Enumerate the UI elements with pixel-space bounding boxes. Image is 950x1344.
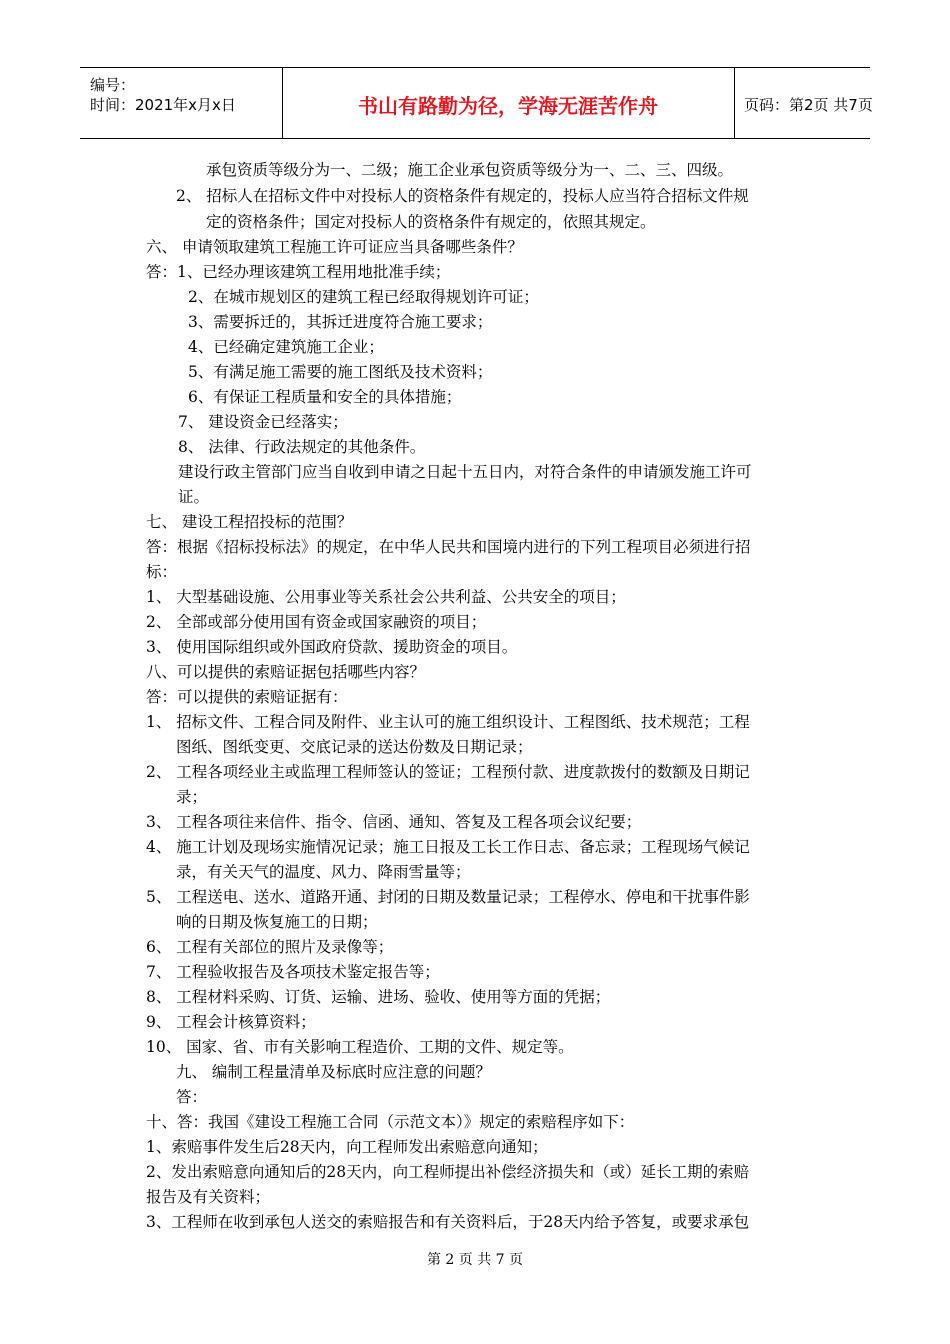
list-item: 5、有满足施工需要的施工图纸及技术资料； [188,363,493,381]
list-item: 4、已经确定建筑施工企业； [188,338,384,356]
list-item: 5、 工程送电、送水、道路开通、封闭的日期及数量记录；工程停水、停电和干扰事件影 [146,888,750,906]
body-line: 答：1、已经办理该建筑工程用地批准手续； [146,263,451,281]
list-item: 3、工程师在收到承包人送交的索赔报告和有关资料后，于28天内给予答复，或要求承包 [146,1213,750,1231]
document-date: 时间：2021年x月x日 [90,96,236,114]
list-item: 1、索赔事件发生后28天内，向工程师发出索赔意向通知； [146,1138,548,1156]
page-header [80,67,873,139]
list-item: 3、需要拆迁的，其拆迁进度符合施工要求； [188,313,493,331]
list-item: 响的日期及恢复施工的日期； [176,913,378,931]
section-heading: 十、答：我国《建设工程施工合同（示范文本）》规定的索赔程序如下： [146,1113,635,1131]
list-item: 6、 工程有关部位的照片及录像等； [146,938,394,956]
header-meta-cell [80,68,283,138]
body-line: 建设行政主管部门应当自收到申请之日起十五日内，对符合条件的申请颁发施工许可 [178,463,752,481]
list-item: 6、有保证工程质量和安全的具体措施； [188,388,462,406]
body-line: 承包资质等级分为一、二级；施工企业承包资质等级分为一、二、三、四级。 [206,161,734,179]
header-page-number: 页码：第2页 共7页 [744,96,873,114]
list-item: 7、 工程验收报告及各项技术鉴定报告等； [146,963,440,981]
list-item: 录，有关天气的温度、风力、降雨雪量等； [176,863,471,881]
body-line: 答： [176,1088,208,1106]
list-item: 3、 使用国际组织或外国政府贷款、援助资金的项目。 [146,638,518,656]
page-footer: 第 2 页 共 7 页 [426,1252,524,1268]
list-item: 8、 法律、行政法规定的其他条件。 [178,438,426,456]
body-line: 答：可以提供的索赔证据有： [146,688,348,706]
section-heading: 七、 建设工程招投标的范围？ [146,513,353,531]
body-line: 报告及有关资料； [146,1188,271,1206]
list-item: 2、发出索赔意向通知后的28天内，向工程师提出补偿经济损失和（或）延长工期的索赔 [146,1163,750,1181]
list-item: 8、 工程材料采购、订货、运输、进场、验收、使用等方面的凭据； [146,988,611,1006]
list-item: 图纸、图纸变更、交底记录的送达份数及日期记录； [176,738,533,756]
section-heading: 九、 编制工程量清单及标底时应注意的问题？ [176,1063,491,1081]
list-item: 1、 招标文件、工程合同及附件、业主认可的施工组织设计、工程图纸、技术规范；工程 [146,713,750,731]
section-heading: 八、可以提供的索赔证据包括哪些内容？ [146,663,426,681]
list-item: 录； [176,788,208,806]
header-motto: 书山有路勤为径，学海无涯苦作舟 [358,94,658,118]
list-item: 2、 全部或部分使用国有资金或国家融资的项目； [146,613,487,631]
body-line: 标： [146,563,178,581]
list-item: 9、 工程会计核算资料； [146,1013,316,1031]
list-item: 2、在城市规划区的建筑工程已经取得规划许可证； [188,288,539,306]
list-item: 3、 工程各项往来信件、指令、信函、通知、答复及工程各项会议纪要； [146,813,642,831]
section-heading: 六、 申请领取建筑工程施工许可证应当具备哪些条件？ [146,238,523,256]
list-item: 10、 国家、省、市有关影响工程造价、工期的文件、规定等。 [146,1038,574,1056]
header-page-cell [734,68,873,138]
list-item: 7、 建设资金已经落实； [178,413,348,431]
list-item: 4、 施工计划及现场实施情况记录；施工日报及工长工作日志、备忘录；工程现场气候记 [146,838,750,856]
list-item: 2、 工程各项经业主或监理工程师签认的签证；工程预付款、进度款拨付的数额及日期记 [146,763,750,781]
document-number-label: 编号： [90,76,136,94]
body-line: 答：根据《招标投标法》的规定，在中华人民共和国境内进行的下列工程项目必须进行招 [146,538,751,556]
list-item: 1、 大型基础设施、公用事业等关系社会公共利益、公共安全的项目； [146,588,626,606]
body-line: 定的资格条件；国定对投标人的资格条件有规定的，依照其规定。 [206,213,656,231]
header-motto-cell [282,68,735,138]
body-line: 2、 招标人在招标文件中对投标人的资格条件有规定的，投标人应当符合招标文件规 [176,187,749,205]
body-line: 证。 [178,488,210,506]
